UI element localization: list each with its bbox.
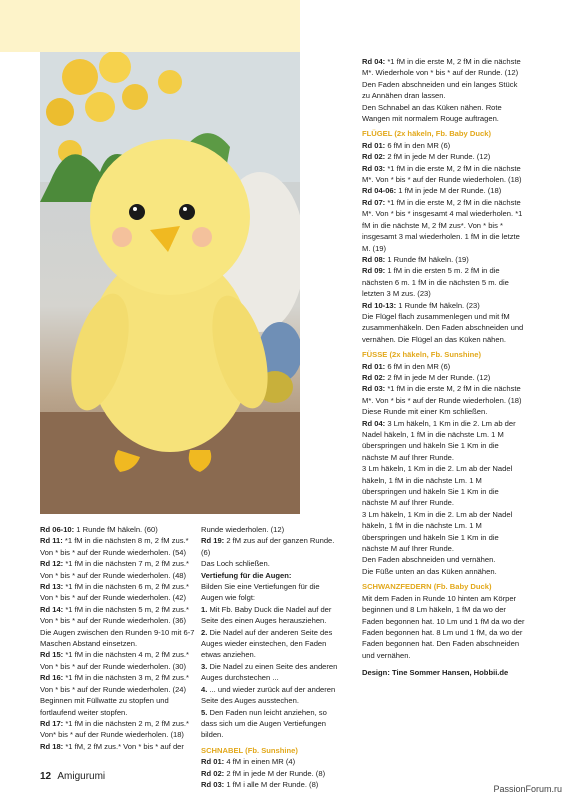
wing-round-text: 1 Runde fM häkeln. (23) xyxy=(396,300,480,310)
eye-intro: Bilden Sie eine Vertiefungen für die Augen wie folgt: xyxy=(201,582,320,603)
feet-round xyxy=(362,372,527,383)
body-round-text: *1 fM in die nächsten 5 m, 2 fM zus.* Von * bis * auf der Runde wiederholen. (36) xyxy=(40,604,189,626)
body-round xyxy=(201,558,341,569)
eye-step-text: Die Nadel auf der anderen Seite des Auges wieder einstechen, den Faden etwas anziehen. xyxy=(201,627,333,660)
eye-step xyxy=(201,627,341,661)
body-round-text: *1 fM, 2 fM zus.* Von * bis * auf der xyxy=(63,741,184,751)
feet-round xyxy=(362,554,527,565)
feet-round-label: Rd 02: xyxy=(362,372,386,382)
feet-round-text: Die Füße unten an das Küken annähen. xyxy=(362,566,497,576)
magazine-name: Amigurumi xyxy=(57,771,106,782)
feet-round-label: Rd 01: xyxy=(362,361,386,371)
feet-round-text: *1 fM in die erste M, 2 fM in die nächste M*. Von * bis * auf der Runde wiederholen. (18) xyxy=(362,384,522,405)
wing-round-text: Die Flügel flach zusammenlegen und mit fM zusammenhäkeln. Den Faden abschneiden und vernähen. Die Flügel an das Küken nähen. xyxy=(362,311,524,344)
chick-photo xyxy=(40,52,300,514)
body-round-text: Beginnen mit Füllwatte zu stopfen und fortlaufend weiter stopfen. xyxy=(40,696,169,717)
beak-round-label: Rd 04: xyxy=(362,57,386,66)
feet-round-text: 3 Lm häkeln, 1 Km in die 2. Lm ab der Nadel häkeln, 1 fM in die nächste Lm. 1 M überspringen und häkeln Sie 1 Km in die nächste M auf Ihrer Runde. xyxy=(362,464,513,508)
wing-round xyxy=(362,254,527,265)
middle-text-column xyxy=(201,524,341,790)
feet-round-text: 6 fM in den MR (6) xyxy=(385,361,451,371)
body-round-label: Rd 11: xyxy=(40,536,63,546)
feet-round-text: 2 fM in jede M der Runde. (12) xyxy=(385,372,491,382)
body-round-text: Die Augen zwischen den Runden 9-10 mit 6-7 Maschen Abstand einsetzen. xyxy=(40,627,195,649)
feet-round xyxy=(362,418,527,464)
beak-round-label: Rd 03: xyxy=(201,779,225,789)
eye-step-label: 2. xyxy=(201,627,208,637)
body-round xyxy=(40,524,195,535)
feet-round xyxy=(362,361,527,372)
eye-step-text: Die Nadel zu einen Seite des anderen Auges durchstechen ... xyxy=(201,661,338,683)
beak-round-text: 1 fM i alle M der Runde. (8) xyxy=(224,779,319,789)
body-round-label: Rd 06-10: xyxy=(40,525,75,534)
body-round-text: 2 fM zus auf der ganzen Runde. (6) xyxy=(201,536,335,557)
feet-round xyxy=(362,566,527,577)
feet-round-text: Diese Runde mit einer Km schließen. xyxy=(362,407,488,417)
body-round-text: Runde wiederholen. (12) xyxy=(201,525,285,534)
feet-round xyxy=(362,463,527,509)
watermark: PassionForum.ru xyxy=(493,784,562,794)
beak-round-text: 2 fM in jede M der Runde. (8) xyxy=(224,768,326,778)
body-round xyxy=(40,741,195,752)
wing-round-label: Rd 07: xyxy=(362,197,386,207)
wing-round-label: Rd 03: xyxy=(362,163,386,173)
feet-round-text: 3 Lm häkeln, 1 Km in die 2. Lm ab der Nadel häkeln, 1 fM in die nächste Lm. 1 M überspringen und häkeln Sie 1 Km in die nächste M auf Ihrer Runde. xyxy=(362,509,513,554)
eye-step-text: ... und wieder zurück auf der anderen Seite des Auges ausstechen. xyxy=(201,684,336,706)
beak-round-text: Den Faden abschneiden und ein langes Stück zu Annähen dran lassen. xyxy=(362,79,518,101)
body-round-label: Rd 12: xyxy=(40,559,64,569)
beak-round xyxy=(362,56,527,79)
body-round xyxy=(201,535,341,558)
body-round-label: Rd 14: xyxy=(40,604,64,614)
beak-round-text: *1 fM in die erste M, 2 fM in die nächste M*. Wiederhole von * bis * auf der Runde. (12) xyxy=(362,57,521,78)
wing-round-text: 1 Runde fM häkeln. (19) xyxy=(385,254,469,264)
wing-round-label: Rd 08: xyxy=(362,254,386,264)
feet-round xyxy=(362,406,527,417)
beak-round xyxy=(362,79,527,102)
body-round xyxy=(40,558,195,581)
wing-round-text: 1 fM in jede M der Runde. (18) xyxy=(396,186,502,196)
body-round-text: *1 fM in die nächsten 8 m, 2 fM zus.* Von * bis * auf der Runde wiederholen. (54) xyxy=(40,536,189,557)
wing-round-text: *1 fM in die erste M, 2 fM in die nächste M*. Von * bis * auf der Runde wiederholen. (18) xyxy=(362,163,522,185)
eye-step xyxy=(201,707,341,741)
body-round xyxy=(40,718,195,741)
wing-round-label: Rd 10-13: xyxy=(362,300,397,310)
eye-step xyxy=(201,661,341,684)
body-round xyxy=(40,627,195,650)
wing-round-label: Rd 09: xyxy=(362,266,386,276)
wing-round xyxy=(362,265,527,299)
wing-round-label: Rd 02: xyxy=(362,152,386,162)
eye-step-text: Den Faden nun leicht anziehen, so dass sich um die Augen Vertiefungen bilden. xyxy=(201,707,327,740)
eye-step xyxy=(201,684,341,707)
body-round-label: Rd 17: xyxy=(40,718,64,728)
body-round-text: *1 fM in die nächsten 3 m, 2 fM zus.* Von * bis * auf der Runde wiederholen. (24) xyxy=(40,673,189,694)
wing-round xyxy=(362,185,527,196)
body-round-text: 1 Runde fM häkeln. (60) xyxy=(74,525,158,534)
top-white-band xyxy=(300,0,566,52)
eye-step xyxy=(201,604,341,627)
wing-round xyxy=(362,151,527,162)
body-round xyxy=(40,604,195,627)
body-round xyxy=(40,581,195,604)
body-round-text: Das Loch schließen. xyxy=(201,559,270,569)
eye-step-label: 3. xyxy=(201,661,208,671)
body-round-label: Rd 13: xyxy=(40,582,64,592)
body-round-label: Rd 16: xyxy=(40,673,64,683)
wing-round xyxy=(362,140,527,151)
wing-round-text: *1 fM in die erste M, 2 fM in die nächste M*. Von * bis * insgesamt 4 mal wiederholen. *1 fM in die nächste M, 2 fM zus*. Von * bis * insgesamt 3 mal wiederholen. 1 fM in die letzte M. (19) xyxy=(362,197,523,253)
wing-round xyxy=(362,197,527,254)
eye-step-text: Mit Fb. Baby Duck die Nadel auf der Seite des einen Auges herausziehen. xyxy=(201,604,332,626)
wing-round-text: 1 fM in die ersten 5 m. 2 fM in die nächsten 6 m. 1 fM in die nächsten 5 m. die letzten 3 M zus. (23) xyxy=(362,266,509,299)
wing-round xyxy=(362,300,527,311)
beak-round xyxy=(201,768,341,779)
beak-round xyxy=(201,756,341,767)
wing-round-text: 2 fM in jede M der Runde. (12) xyxy=(385,152,491,162)
body-round xyxy=(40,535,195,558)
beak-round-text: 4 fM in einen MR (4) xyxy=(224,757,296,767)
wing-heading: FLÜGEL (2x häkeln, Fb. Baby Duck) xyxy=(362,129,491,139)
beak-round-label: Rd 02: xyxy=(201,768,225,778)
body-round xyxy=(40,649,195,672)
wing-round-label: Rd 04-06: xyxy=(362,186,397,196)
feet-round xyxy=(362,383,527,406)
tail-text: Mit dem Faden in Runde 10 hinten am Körper beginnen und 8 Lm häkeln, 1 fM da wo der Faden begonnen hat. 10 Lm und 1 fM da wo der Faden begonnen hat. 8 Lm und 1 fM, da wo der Faden begonnen hat. Den Faden abschneiden und vernähen. xyxy=(362,593,525,660)
eye-heading: Vertiefung für die Augen: xyxy=(201,570,292,580)
wing-round-label: Rd 01: xyxy=(362,140,386,150)
eye-step-label: 5. xyxy=(201,707,208,717)
feet-round xyxy=(362,509,527,555)
right-text-column xyxy=(362,56,527,679)
wing-round xyxy=(362,311,527,345)
body-round-label: Rd 18: xyxy=(40,741,64,751)
feet-round-label: Rd 04: xyxy=(362,418,386,428)
beak-round xyxy=(362,102,527,125)
body-round xyxy=(40,672,195,695)
wing-round-text: 6 fM in den MR (6) xyxy=(385,140,451,150)
left-text-column xyxy=(40,524,195,752)
wing-round xyxy=(362,163,527,186)
page-footer xyxy=(40,771,105,782)
body-round xyxy=(201,524,341,535)
beak-heading: SCHNABEL (Fb. Sunshine) xyxy=(201,745,298,755)
body-round-text: *1 fM in die nächsten 2 m, 2 fM zus.* Von* bis * auf der Runde wiederholen. (18) xyxy=(40,718,189,740)
body-round-label: Rd 19: xyxy=(201,536,225,546)
beak-round-label: Rd 01: xyxy=(201,757,225,767)
design-credit: Design: Tine Sommer Hansen, Hobbii.de xyxy=(362,668,509,678)
feet-heading: FÜSSE (2x häkeln, Fb. Sunshine) xyxy=(362,350,482,360)
beak-round xyxy=(201,779,341,790)
feet-round-label: Rd 03: xyxy=(362,384,386,394)
tail-heading: SCHWANZFEDERN (Fb. Baby Duck) xyxy=(362,582,492,592)
eye-step-label: 4. xyxy=(201,684,208,694)
body-round-text: *1 fM in die nächsten 4 m, 2 fM zus.* Von * bis * auf der Runde wiederholen. (30) xyxy=(40,650,189,671)
body-round xyxy=(40,695,195,718)
body-round-label: Rd 15: xyxy=(40,650,64,660)
eye-step-label: 1. xyxy=(201,604,208,614)
feet-round-text: Den Faden abschneiden und vernähen. xyxy=(362,555,496,565)
body-round-text: *1 fM in die nächsten 7 m, 2 fM zus.* Von * bis * auf der Runde wiederholen. (48) xyxy=(40,559,189,580)
page-number: 12 xyxy=(40,771,52,782)
body-round-text: *1 fM in die nächsten 6 m, 2 fM zus.* Von * bis * auf der Runde wiederholen. (42) xyxy=(40,582,189,603)
chick-illustration xyxy=(40,52,300,514)
feet-round-text: 3 Lm häkeln, 1 Km in die 2. Lm ab der Nadel häkeln, 1 fM in die nächste Lm. 1 M überspringen und häkeln Sie 1 Km in die nächste M auf Ihrer Runde. xyxy=(362,418,516,462)
beak-round-text: Den Schnabel an das Küken nähen. Rote Wangen mit normalem Rouge auftragen. xyxy=(362,102,502,124)
